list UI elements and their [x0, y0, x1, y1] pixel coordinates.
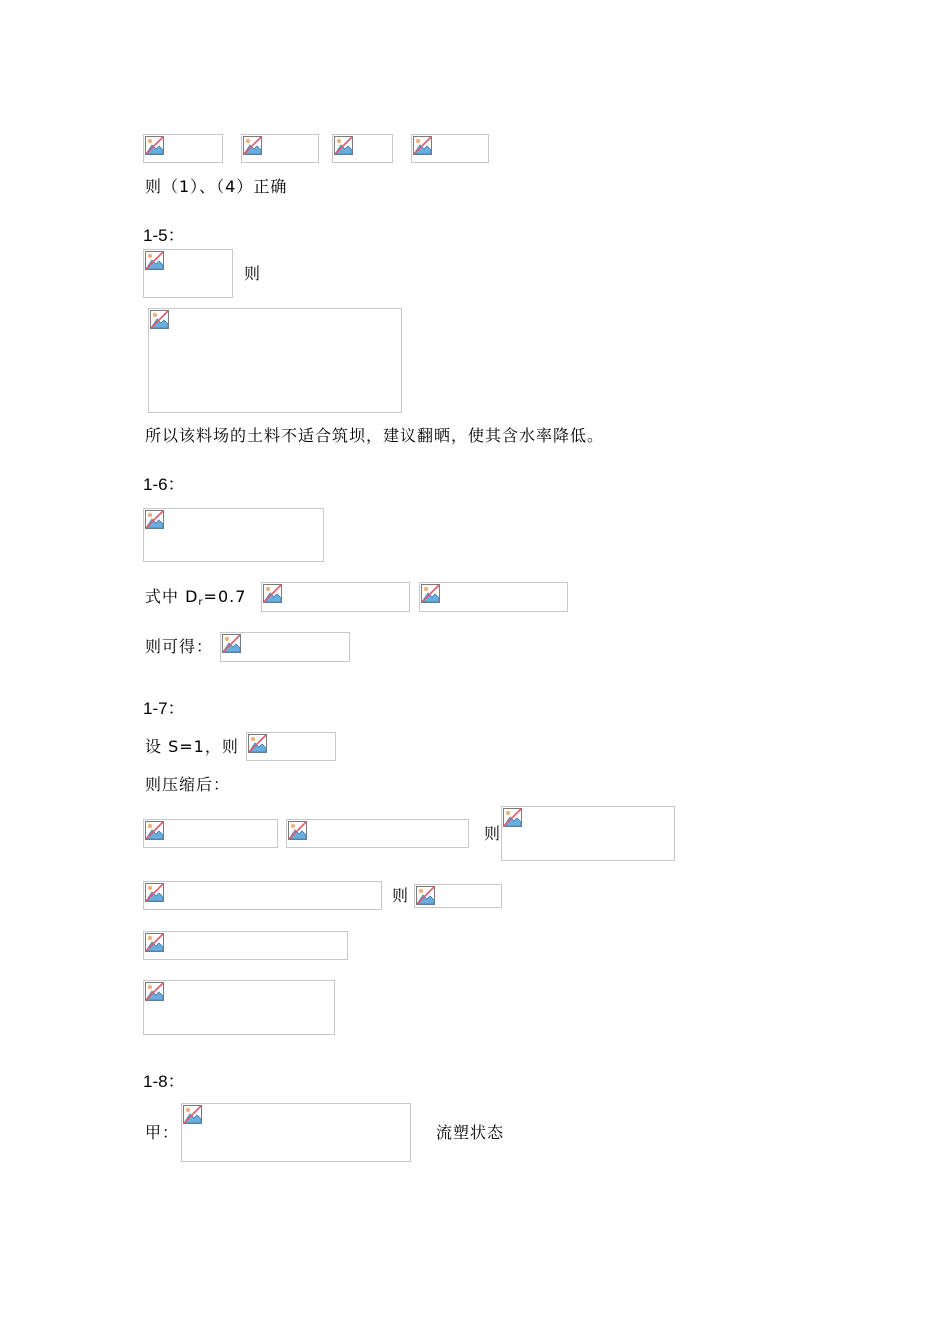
formula-image: [148, 308, 402, 413]
section-heading: 1-7：: [143, 699, 185, 718]
formula-image: [411, 134, 489, 163]
broken-image-icon: [145, 136, 164, 155]
formula-image: [143, 249, 233, 298]
formula-image: [419, 582, 568, 612]
text-segment: 式中 D: [145, 587, 199, 606]
section-heading: 1-8：: [143, 1072, 185, 1091]
subscript: r: [198, 597, 204, 608]
formula-image: [286, 819, 469, 848]
broken-image-icon: [334, 136, 353, 155]
text-line: 设 S=1，则: [145, 737, 239, 756]
text-line: 流塑状态: [436, 1123, 505, 1142]
formula-image: [246, 732, 336, 761]
section-heading: 1-5：: [143, 226, 185, 245]
text-line: 则: [484, 824, 502, 843]
formula-image: [143, 134, 223, 163]
broken-image-icon: [145, 982, 164, 1001]
text-segment: =0.7: [203, 587, 247, 606]
text-line: 甲：: [145, 1123, 180, 1142]
formula-image: [181, 1103, 411, 1162]
broken-image-icon: [421, 584, 440, 603]
broken-image-icon: [222, 634, 241, 653]
formula-image: [414, 884, 502, 908]
formula-image: [143, 819, 278, 848]
formula-image: [143, 508, 324, 562]
broken-image-icon: [248, 734, 267, 753]
text-line: 则: [244, 264, 262, 283]
formula-image: [261, 582, 410, 612]
broken-image-icon: [243, 136, 262, 155]
text-line: [145, 587, 246, 613]
broken-image-icon: [145, 883, 164, 902]
broken-image-icon: [145, 510, 164, 529]
formula-image: [220, 632, 350, 662]
formula-image: [332, 134, 393, 163]
text-line: 则可得：: [145, 637, 214, 656]
broken-image-icon: [150, 310, 169, 329]
section-heading: 1-6：: [143, 475, 185, 494]
text-line: 则（1）、（4）正确: [145, 177, 288, 196]
formula-image: [501, 806, 675, 861]
broken-image-icon: [145, 821, 164, 840]
formula-image: [143, 931, 348, 960]
formula-image: [143, 980, 335, 1035]
broken-image-icon: [183, 1105, 202, 1124]
broken-image-icon: [145, 251, 164, 270]
broken-image-icon: [145, 933, 164, 952]
text-line: 所以该料场的土料不适合筑坝，建议翻晒，使其含水率降低。: [145, 426, 605, 445]
formula-image: [143, 881, 382, 910]
broken-image-icon: [503, 808, 522, 827]
broken-image-icon: [413, 136, 432, 155]
broken-image-icon: [263, 584, 282, 603]
formula-image: [241, 134, 319, 163]
text-line: 则压缩后：: [145, 775, 231, 794]
text-line: 则: [392, 886, 410, 905]
broken-image-icon: [288, 821, 307, 840]
broken-image-icon: [416, 886, 435, 905]
